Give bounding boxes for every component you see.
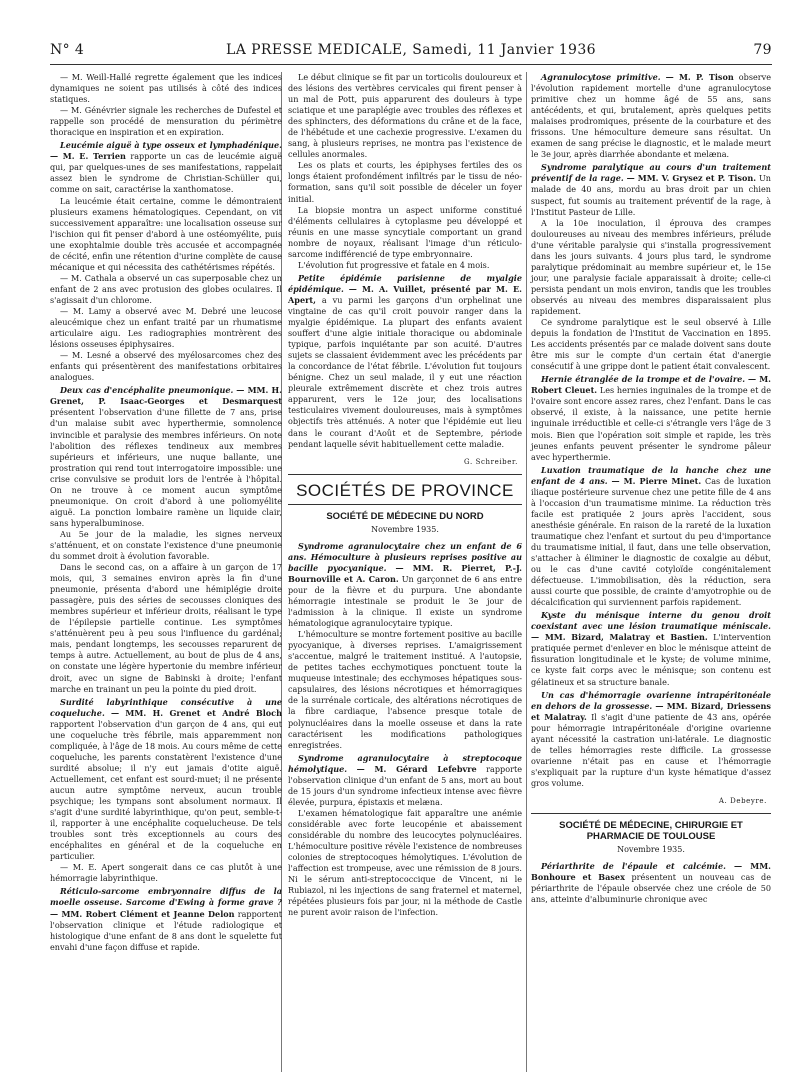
article — [531, 72, 771, 160]
article-author: — M. Pierre Minet. — [611, 475, 702, 486]
article — [531, 690, 771, 789]
article-title: Syndrome agranulocytaire chez un enfant de 6 ans. Hémoculture à plusieurs reprises positive au bacille pyocyanique. — [288, 540, 522, 573]
article-text: Un garçonnet de 6 ans entre pour de la fièvre et du purpura. Une abondante hémorragie intestinale se produit le 3e jour de l'admission à la clinique. Il existe un syndrome hématologique agranulocytaire typique. — [288, 573, 522, 629]
issue-number: N° 4 — [50, 42, 85, 58]
article-author: — M. Robert Cleuet. — [531, 374, 771, 396]
page-number: 79 — [753, 42, 772, 58]
article-text: présentent un nouveau cas de périarthrite de l'épaule observée chez une créole de 50 ans, atteinte d'albuminurie chronique avec — [531, 872, 771, 905]
paragraph: Les os plats et courts, les épiphyses fertiles des os longs étaient profondément infiltrés par le tissu de néo-formation, sans qu'il soit possible de déceler un foyer initial. — [288, 160, 522, 204]
article-title: Leucémie aiguë à type osseux et lymphadénique. — [60, 140, 282, 151]
article-title: Luxation traumatique de la hanche chez une enfant de 4 ans. — [531, 464, 771, 486]
article-author: — MM. Bonhoure et Basex — [531, 861, 771, 883]
article-author: — M. A. Vuillet, présenté par M. E. Apert, — [288, 283, 522, 305]
column-2 — [288, 72, 522, 918]
article — [531, 374, 771, 462]
article-title: Deux cas d'encéphalite pneumonique. — [60, 385, 234, 396]
paragraph: Au 5e jour de la maladie, les signes nerveux s'atténuent, et on constate l'existence d'une pneumonie du sommet droit à évolution favorable. — [50, 528, 282, 562]
article — [531, 861, 771, 905]
article-text: rapportent l'observation clinique et l'étude radiologique et histologique d'une enfant de 8 ans dont le squelette fut envahi d'une façon diffuse et rapide. — [50, 908, 283, 952]
article — [531, 610, 771, 687]
article-text: Les hernies inguinales de la trompe et de l'ovaire sont encore assez rares, chez l'enfant. Dans le cas observé, il existe, à la naissance, une petite hernie inguinale irréductible et celle-ci s'étrangle vers l'âge de 3 mois. Bien que l'opération soit simple et rapide, les très jeunes enfants peuvent présenter le syndrome pâleur avec hyperthermie. — [531, 385, 772, 462]
article-title: Petite épidémie parisienne de myalgie épidémique. — [288, 272, 522, 294]
society-heading: SOCIÉTÉ DE MÉDECINE DU NORD — [326, 510, 484, 522]
paragraph: Le début clinique se fit par un torticolis douloureux et des lésions des vertèbres cervicales qui firent penser à un mal de Pott, puis apparurent des douleurs à type sciatique et une paraplégie avec troubles des réflexes et des sphincters, des déformations du crâne et de la face, de l'hébétude et une cachexie progressive. L'examen du sang, à plusieurs reprises, ne montra pas l'existence de cellules anormales. — [288, 72, 522, 160]
paragraph: L'examen hématologique fait apparaître une anémie considérable avec forte leucopénie et abaissement considérable du nombre des leucocytes polynucléaires. L'hémoculture positive révèle l'existence de nombreuses colonies de streptocoques hémolytiques. L'évolution de l'affection est trompeuse, avec une rémission de 8 jours. Ni le sérum anti-streptococcique de Vincent, ni le Rubiazol, ni les injections de sang fraternel et maternel, répétées plusieurs fois par jour, ni la méthode de Castle ne purent avoir raison de l'infection. — [288, 807, 522, 918]
header-rule — [50, 64, 772, 65]
signature: A. Debeyre. — [718, 797, 767, 805]
article-title: Hernie étranglée de la trompe et de l'ovaire. — [541, 374, 746, 385]
paragraph: — M. Lamy a observé avec M. Debré une leucose aleucémique chez un enfant traité par un rhumatisme articulaire aigu. Les radiographies montrèrent des lésions osseuses épiphysaires. — [50, 305, 282, 350]
paragraph: La leucémie était certaine, comme le démontraient plusieurs examens hématologiques. Cependant, on vit successivement apparaître: une localisation osseuse sur l'ischion qui fit penser d'abord à une ostéomyélite, puis une exophtalmie double très accusée et accompagnée de cécité, enfin une rétention d'urine complète de cause mécanique et qui nécessita des cathétérismes répétés. — [50, 195, 282, 272]
article-text: Cas de luxation iliaque postérieure survenue chez une petite fille de 4 ans à l'occasion d'un traumatisme minime. La réduction très facile est pratiquée 2 jours après l'accident, sous anesthésie générale. En raison de la rareté de la luxation traumatique chez l'enfant et surtout du peu d'importance du traumatisme initial, il faut, dans une telle observation, s'attacher à éliminer le diagnostic de coxalgie au début, ou le cas d'une cavité cotyloïde congénitalement défectueuse. L'immobilisation, dès la réduction, sera aussi courte que possible, de crainte d'amyotrophie ou de décalcification qui surviennent parfois rapidement. — [531, 475, 771, 608]
article-author: — MM. H. Grenet et André Bloch — [110, 707, 282, 718]
column-3 — [531, 72, 771, 905]
article-author: — M. Gérard Lefebvre — [356, 763, 477, 774]
article-text: rapporte l'observation clinique d'un enfant de 5 ans, mort au bout de 15 jours d'un syndrome infectieux intense avec fièvre élevée, purpura, épistaxis et melæna. — [288, 763, 522, 807]
paragraph: A la 10e inoculation, il éprouva des crampes douloureuses au niveau des membres inférieurs, prélude d'une véritable paralysie qui s'installa progressivement dans les jours suivants. 4 jours plus tard, le syndrome paralytique prédominait au membre supérieur et, le 15e jour, une paralysie faciale apparaissait à droite; celle-ci persista pendant un mois environ, tandis que les troubles observés au niveau des membres disparaissaient plus rapidement. — [531, 217, 771, 316]
article-text: Il s'agit d'une patiente de 43 ans, opérée pour hémorragie intrapéritonéale d'origine ovarienne ayant nécessité la castration uni-latérale. Le diagnostic de telles hémorragies reste difficile. La grossesse ovarienne n'était pas en cause et l'hémorragie s'expliquait par la rupture d'un kyste hématique d'assez gros volume. — [531, 711, 771, 788]
article — [531, 162, 771, 217]
column-1 — [50, 72, 282, 953]
article — [531, 465, 771, 609]
paragraph: — M. E. Apert songerait dans ce cas plutôt à une hémorragie labyrinthique. — [50, 862, 282, 884]
paragraph: — M. Cathala a observé un cas superposable chez un enfant de 2 ans avec protusion des globes oculaires. Il s'agissait d'un chlorome. — [50, 272, 282, 305]
article — [288, 541, 522, 629]
paragraph: — M. Génévrier signale les recherches de Dufestel et rappelle son procédé de mensuration du périmètre thoracique en inspiration et en expiration. — [50, 105, 282, 138]
article-text: rapporte un cas de leucémie aiguë qui, par quelques-unes de ses manifestations, rappelait assez bien le syndrome de Christian-Schüller qui, comme on sait, caractérise la xanthomatose. — [50, 151, 282, 195]
article-author: — MM. H. Grenet, P. Isaac-Georges et Desmarquest — [50, 385, 282, 407]
section-rule — [531, 813, 771, 814]
article-title: Surdité labyrinthique consécutive à une coqueluche. — [50, 696, 282, 718]
article-author: — MM. V. Grysez et P. Tison. — [626, 173, 757, 184]
article-author: — M. P. Tison — [665, 72, 734, 82]
article — [288, 753, 522, 808]
column-divider — [526, 72, 527, 1072]
article-text: présentent l'observation d'une fillette de 7 ans, prise d'un malaise subit avec hyperthermie, somnolence invincible et paralysie des membres inférieurs. On note l'abolition des réflexes tendineux aux membres supérieurs et inférieurs, une nuque ballante, une prostration qui rend tout interrogatoire impossible: une crise convulsive se produit lors de l'entrée à l'hôpital. On ne trouve à ce moment aucun symptôme pneumonique. On croit d'abord à une poliomyélite aiguë. La ponction lombaire ramène un liquide clair, sans hyperalbuminose. — [50, 407, 282, 528]
article-text: Un malade de 40 ans, mordu au bras droit par un chien suspect, fut soumis au traitement préventif de la rage, à l'Institut Pasteur de Lille. — [531, 173, 772, 217]
paragraph: L'évolution fut progressive et fatale en 4 mois. — [298, 259, 490, 270]
article-author: — M. E. Terrien — [50, 151, 126, 162]
paragraph: Ce syndrome paralytique est le seul observé à Lille depuis la fondation de l'Institut de Vaccination en 1895. Les accidents présentés par ce malade doivent sans doute être mis sur le compte d'un certain état d'anergie consécutif à une grippe dont le patient était convalescent. — [531, 317, 771, 372]
paragraph: Dans le second cas, on a affaire à un garçon de 17 mois, qui, 3 semaines environ après la fin d'une pneumonie, présenta d'abord une hémiplégie droite passagère, puis des séries de secousses cloniques des membres supérieur et inférieur droits, réalisant le type de l'épilepsie partielle continue. Les symptômes s'atténuèrent peu à peu sous l'influence du gardénal; mais, pendant longtemps, les secousses reparurent de temps à autre. Actuellement, au bout de plus de 4 ans, on constate une légère hypertonie du membre inférieur droit, avec un signe de Babinski à droite; l'enfant marche en trainant un peu la pointe du pied droit. — [50, 562, 282, 694]
article — [50, 140, 282, 195]
section-rule — [288, 504, 522, 505]
signature: G. Schreiber. — [464, 457, 518, 466]
article-author: — MM. Robert Clément et Jeanne Delon — [50, 908, 235, 919]
article-title: Un cas d'hémorragie ovarienne intrapéritonéale en dehors de la grossesse. — [531, 689, 771, 711]
article-title: Kyste du ménisque interne du genou droit coexistant avec une lésion traumatique méniscale. — [531, 610, 771, 632]
article — [288, 273, 522, 450]
article — [50, 697, 282, 863]
section-rule — [288, 474, 522, 475]
journal-title: LA PRESSE MEDICALE, Samedi, 11 Janvier 1936 — [226, 42, 596, 58]
article-title: Périarthrite de l'épaule et calcémie. — [541, 861, 726, 872]
article-author: — MM. Bizard, Malatray et Bastien. — [531, 632, 708, 643]
society-heading: SOCIÉTÉ DE MÉDECINE, CHIRURGIE ET PHARMACIE DE TOULOUSE — [559, 820, 743, 843]
section-heading: SOCIÉTÉS DE PROVINCE — [296, 480, 514, 500]
article-text: a vu parmi les garçons d'un orphelinat une vingtaine de cas qu'il croit pouvoir ranger dans la myalgie épidémique. La plupart des enfants avaient souffert d'une algie initiale thoracique ou abdominale typique, parfois inquiétante par son acuité. D'autres sujets se classaient évidemment avec les précédents par la concordance de l'état fébrile. L'évolution fut toujours bénigne. Chez un seul malade, il y eut une réaction pleurale extrêmement discrète et chez trois autres apparurent, vers le 12e jour, des localisations testiculaires vivement douloureuses, mais à symptômes objectifs très atténués. A noter que l'épidémie eut lieu dans le courant d'Août et de Septembre, période pendant laquelle sévit habituellement cette maladie. — [288, 294, 522, 449]
article — [50, 886, 282, 952]
article-title: Réticulo-sarcome embryonnaire diffus de la moelle osseuse. Sarcome d'Ewing à forme grave ? — [50, 886, 282, 908]
paragraph: — M. Weill-Hallé regrette également que les indices dynamiques ne soient pas utilisés à côté des indices statiques. — [50, 72, 282, 105]
article-text: L'intervention pratiquée permet d'enlever en bloc le ménisque atteint de fissuration longitudinale et le kyste; de volume minime, ce kyste fait corps avec le ménisque; son contenu est gélatineux et sa structure banale. — [531, 632, 771, 687]
article-title: Syndrome paralytique au cours d'un traitement préventif de la rage. — [531, 162, 771, 184]
article-title: Agranulocytose primitive. — [541, 72, 661, 82]
paragraph: L'hémoculture se montre fortement positive au bacille pyocyanique, à diverses reprises. L'amaigrissement s'accentue, malgré le traitement institué. A l'autopsie, de petites taches ecchymotiques ponctuent toute la muqueuse intestinale; des ecchymoses hépatiques sous-capsulaires, des lésions nécrotiques et hémorragiques de la surrénale corticale, des altérations nécrotiques de la fibre cardiaque, l'absence presque totale de polynucléaires dans la moelle osseuse et dans la rate caractérisent les modifications pathologiques enregistrées. — [288, 629, 522, 750]
article — [50, 385, 282, 529]
page-header — [50, 42, 772, 62]
article-text: observe l'évolution rapidement mortelle d'une agranulocytose primitive chez un homme âgé de 55 ans, sans antécédents, et qui, brutalement, après quelques petits malaises prodromiques, présente de la courbature et des frissons. Une hémoculture demeure sans résultat. Un examen de sang précise le diagnostic, et le malade meurt le 3e jour, après diarrhée abondante et melæna. — [531, 72, 772, 160]
article-author: — MM. R. Pierret, P.-J. Bournoville et A. Caron. — [288, 562, 522, 584]
article-text: rapportent l'observation d'un garçon de 4 ans, qui eut une coqueluche très fébrile, mais apparemment non compliquée, à l'âge de 18 mois. Au cours même de cette coqueluche, les parents constatèrent l'existence d'une surdité absolue; il n'y eut jamais d'otite aiguë. Actuellement, cet enfant est sourd-muet; il ne présente aucun autre symptôme nerveux, aucun trouble psychique; les tympans sont absolument normaux. Il s'agit d'une surdité labyrinthique, qu'on peut, semble-t-il, rapporter à une encéphalite coquelucheuse. De tels troubles sont très exceptionnels au cours des encéphalites en général et de la coqueluche en particulier. — [50, 718, 282, 862]
session-date: Novembre 1935. — [617, 845, 685, 855]
paragraph: La biopsie montra un aspect uniforme constitué d'éléments cellulaires à cytoplasme peu développé et réunis en une masse syncytiale comportant un grand nombre de noyaux, réalisant l'image d'un réticulo-sarcome indifférencié de type embryonnaire. — [288, 204, 522, 259]
article-author: — MM. Bizard, Driessens et Malatray. — [531, 700, 771, 722]
session-date: Novembre 1935. — [371, 524, 439, 534]
article-title: Syndrome agranulocytaire à streptocoque hémolytique. — [288, 752, 522, 774]
paragraph: — M. Lesné a observé des myélosarcomes chez des enfants qui présentèrent des manifestations orbitaires analogues. — [50, 350, 282, 383]
